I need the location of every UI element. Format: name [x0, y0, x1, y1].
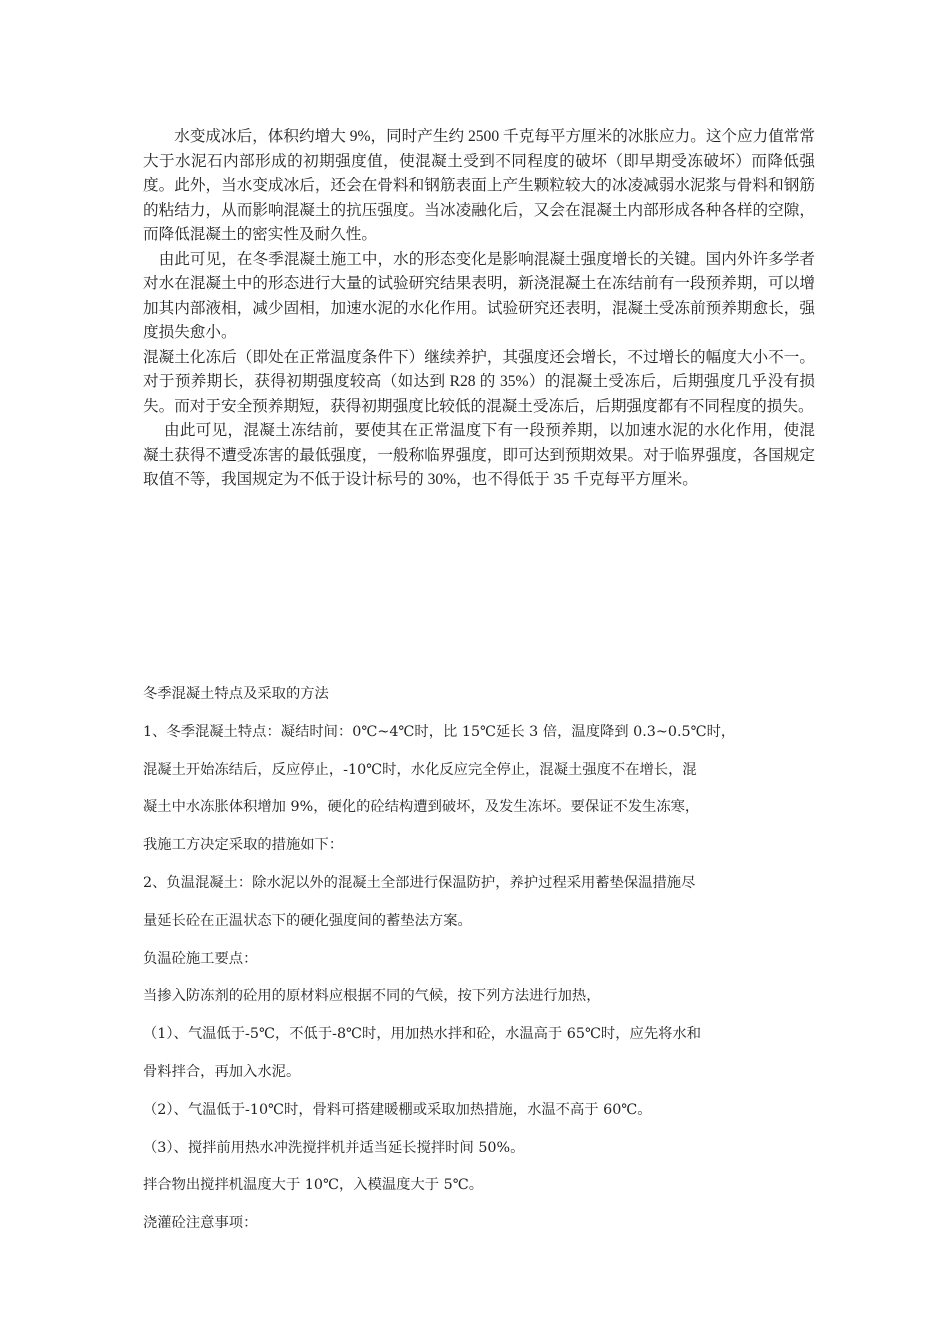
section-heading: 冬季混凝土特点及采取的方法: [143, 686, 329, 702]
text-line: 量延长砼在正温状态下的硬化强度间的蓄垫法方案。: [143, 912, 472, 929]
upper-text-block: [143, 125, 815, 493]
text-line: （3）、搅拌前用热水冲洗搅拌机并适当延长搅拌时间 50%。: [143, 1139, 525, 1156]
text-line: 拌合物出搅拌机温度大于 10℃，入模温度大于 5℃。: [143, 1177, 484, 1194]
paragraph: 混凝土化冻后（即处在正常温度条件下）继续养护，其强度还会增长，不过增长的幅度大小不一。对于预养期长，获得初期强度较高（如达到 R28 的 35%）的混凝土受冻后，后期强度几乎没有损失。而对于安全预养期短，获得初期强度比较低的混凝土受冻后，后期强度都有不同程度的损失。: [143, 348, 815, 415]
text-line: （1）、气温低于-5℃，不低于-8℃时，用加热水拌和砼，水温高于 65℃时，应先将水和: [143, 1026, 702, 1043]
text-line: 当掺入防冻剂的砼用的原材料应根据不同的气候，按下列方法进行加热，: [143, 988, 601, 1005]
text-line: 混凝土开始冻结后，反应停止，-10℃时，水化反应完全停止，混凝土强度不在增长，混: [143, 761, 697, 778]
subheading: 负温砼施工要点：: [143, 950, 258, 967]
text-line: 2、负温混凝土：除水泥以外的混凝土全部进行保温防护，养护过程采用蓄垫保温措施尽: [143, 874, 696, 891]
text-line: 凝土中水冻胀体积增加 9%，硬化的砼结构遭到破坏，及发生冻坏。要保证不发生冻寒，: [143, 799, 700, 816]
paragraph: 水变成冰后，体积约增大 9%，同时产生约 2500 千克每平方厘米的冰胀应力。这个应力值常常大于水泥石内部形成的初期强度值，使混凝土受到不同程度的破坏（即早期受冻破坏）而降低强度。此外，当水变成冰后，还会在骨料和钢筋表面上产生颗粒较大的冰凌减弱水泥浆与骨料和钢筋的粘结力，从而影响混凝土的抗压强度。当冰凌融化后，又会在混凝土内部形成各种各样的空隙，而降低混凝土的密实性及耐久性。: [143, 128, 816, 243]
text-line: 1、冬季混凝土特点：凝结时间：0℃~4℃时，比 15℃延长 3 倍，温度降到 0.3~0.5℃时，: [143, 723, 736, 740]
text-line: 骨料拌合，再加入水泥。: [143, 1063, 301, 1080]
subheading: 浇灌砼注意事项：: [143, 1215, 258, 1232]
text-line: 我施工方决定采取的措施如下：: [143, 837, 344, 854]
paragraph: 由此可见，在冬季混凝土施工中，水的形态变化是影响混凝土强度增长的关键。国内外许多学者对水在混凝土中的形态进行大量的试验研究结果表明，新浇混凝土在冻结前有一段预养期，可以增加其内部液相，减少固相，加速水泥的水化作用。试验研究还表明，混凝土受冻前预养期愈长，强度损失愈小。: [143, 250, 815, 341]
text-line: （2）、气温低于-10℃时，骨料可搭建暖棚或采取加热措施，水温不高于 60℃。: [143, 1101, 652, 1118]
paragraph: 由此可见，混凝土冻结前，要使其在正常温度下有一段预养期，以加速水泥的水化作用，使混凝土获得不遭受冻害的最低强度，一般称临界强度，即可达到预期效果。对于临界强度，各国规定取值不等，我国规定为不低于设计标号的 30%，也不得低于 35 千克每平方厘米。: [143, 422, 815, 488]
lower-text-block: [143, 676, 815, 1243]
